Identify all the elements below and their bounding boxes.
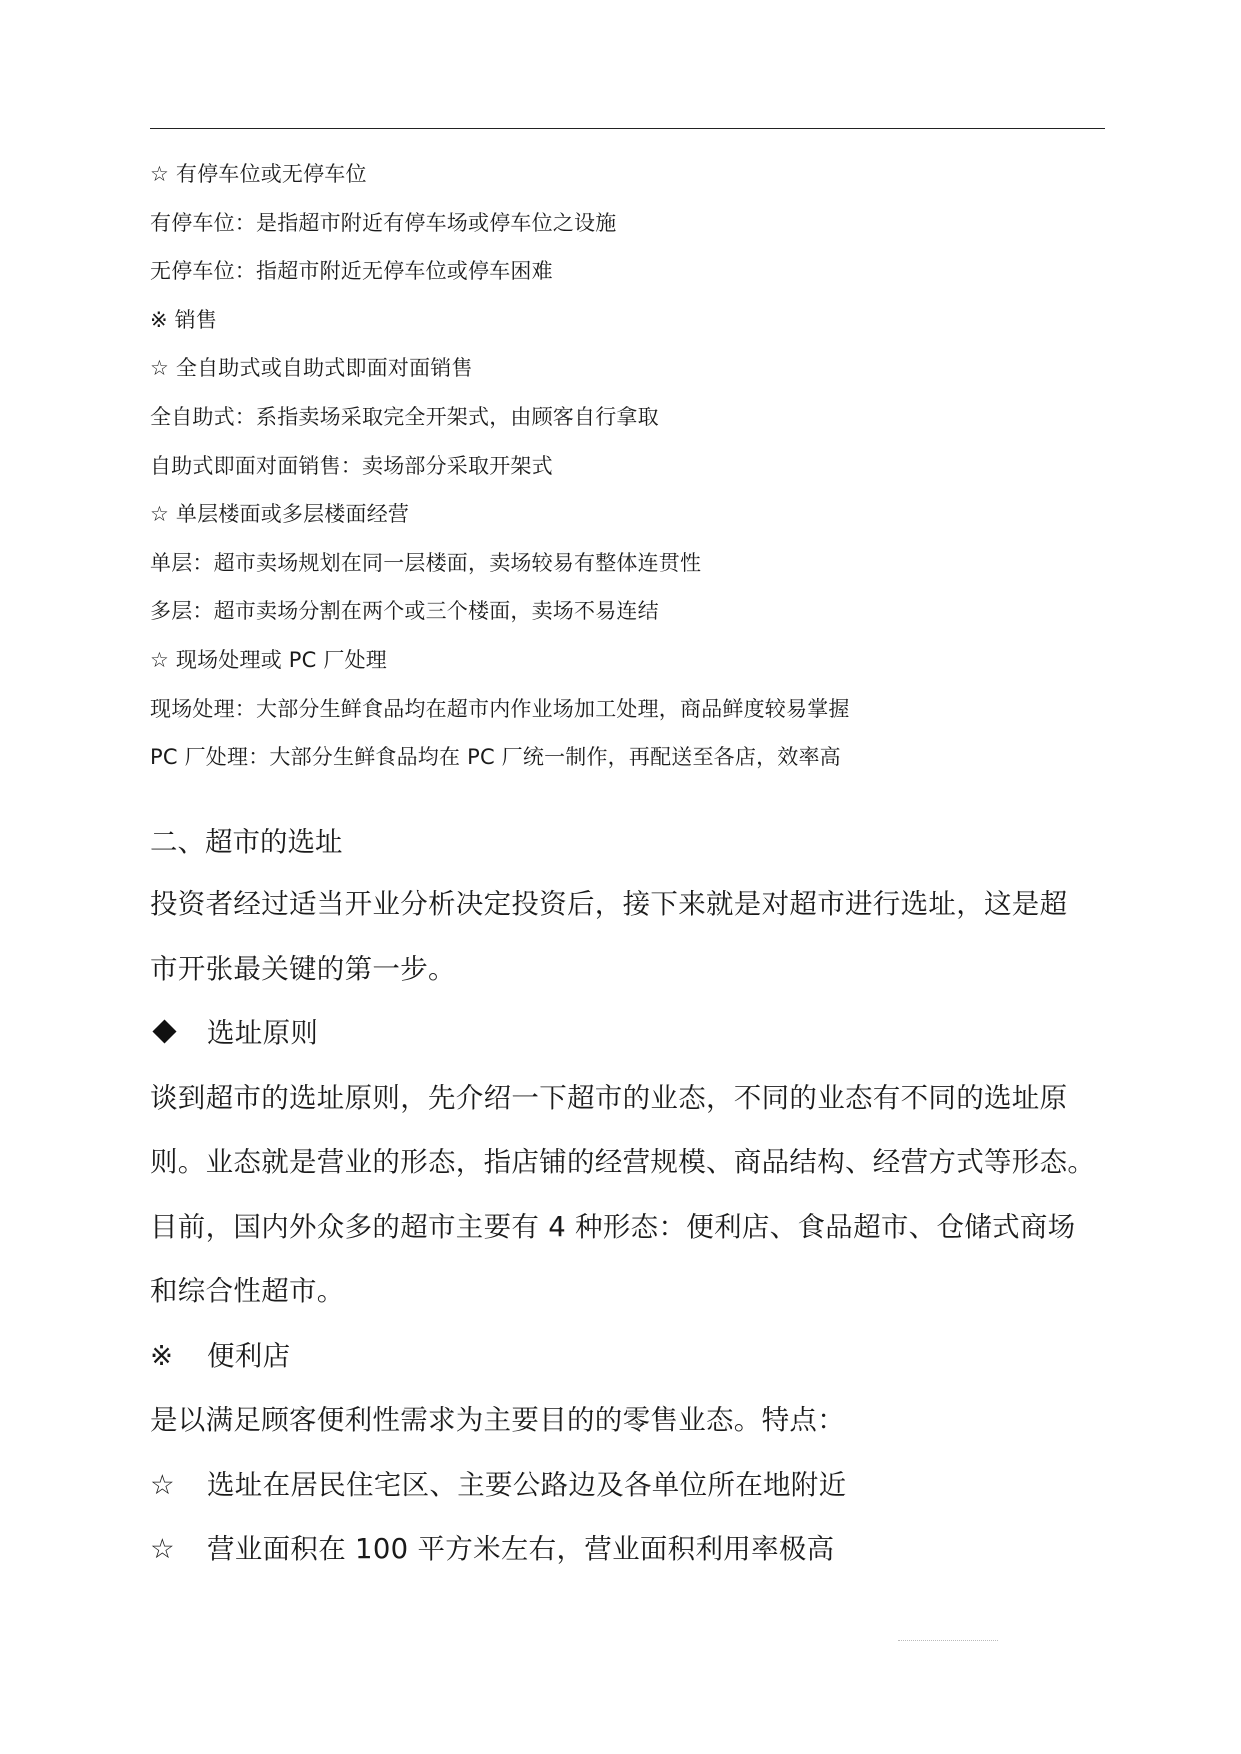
footer-dotted-line [898, 1640, 998, 1641]
principle-heading-text: 选址原则 [207, 1017, 319, 1049]
header-rule [150, 128, 1105, 129]
feature-item [150, 1465, 1110, 1530]
list-item: PC 厂处理：大部分生鲜食品均在 PC 厂统一制作，再配送至各店，效率高 [150, 745, 841, 770]
principle-heading [150, 1013, 1110, 1078]
list-item: ※ 销售 [150, 307, 218, 332]
diamond-bullet-icon [152, 1019, 176, 1043]
feature-text: 选址在居民住宅区、主要公路边及各单位所在地附近 [207, 1468, 847, 1501]
list-item: ☆ 现场处理或 PC 厂处理 [150, 647, 387, 672]
list-item: 自助式即面对面销售：卖场部分采取开架式 [150, 453, 553, 478]
paragraph-line: 是以满足顾客便利性需求为主要目的的零售业态。特点： [150, 1404, 845, 1436]
store-type-label: 便利店 [207, 1339, 291, 1372]
list-item: 无停车位：指超市附近无停车位或停车困难 [150, 259, 553, 284]
body-text [150, 884, 1110, 1594]
list-item: 单层：超市卖场规划在同一层楼面，卖场较易有整体连贯性 [150, 550, 702, 575]
feature-text: 营业面积在 100 平方米左右，营业面积利用率极高 [207, 1533, 835, 1565]
paragraph-line: 市开张最关键的第一步。 [150, 952, 456, 985]
list-item: ☆ 有停车位或无停车位 [150, 162, 367, 186]
list-item: ☆ 单层楼面或多层楼面经营 [150, 502, 410, 527]
star-bullet-icon: ☆ [150, 1533, 175, 1565]
list-item: ☆ 全自助式或自助式即面对面销售 [150, 356, 473, 381]
paragraph-line: 谈到超市的选址原则，先介绍一下超市的业态，不同的业态有不同的选址原 [150, 1081, 1068, 1114]
store-type-heading [150, 1336, 1110, 1401]
list-item: 有停车位：是指超市附近有停车场或停车位之设施 [150, 210, 617, 235]
paragraph-line: 则。业态就是营业的形态，指店铺的经营规模、商品结构、经营方式等形态。 [150, 1146, 1096, 1178]
attribute-list [150, 158, 1110, 790]
list-item: 全自助式：系指卖场采取完全开架式，由顾客自行拿取 [150, 404, 659, 429]
feature-item [150, 1529, 1110, 1594]
list-item: 多层：超市卖场分割在两个或三个楼面，卖场不易连结 [150, 599, 659, 624]
reference-mark-icon: ※ [150, 1339, 174, 1372]
section-title: 二、超市的选址 [150, 826, 343, 858]
paragraph-line: 投资者经过适当开业分析决定投资后，接下来就是对超市进行选址，这是超 [150, 888, 1068, 920]
paragraph-line: 和综合性超市。 [150, 1275, 345, 1307]
star-bullet-icon: ☆ [150, 1468, 175, 1501]
list-item: 现场处理：大部分生鲜食品均在超市内作业场加工处理，商品鲜度较易掌握 [150, 696, 850, 721]
paragraph-line: 目前，国内外众多的超市主要有 4 种形态：便利店、食品超市、仓储式商场 [150, 1210, 1076, 1243]
